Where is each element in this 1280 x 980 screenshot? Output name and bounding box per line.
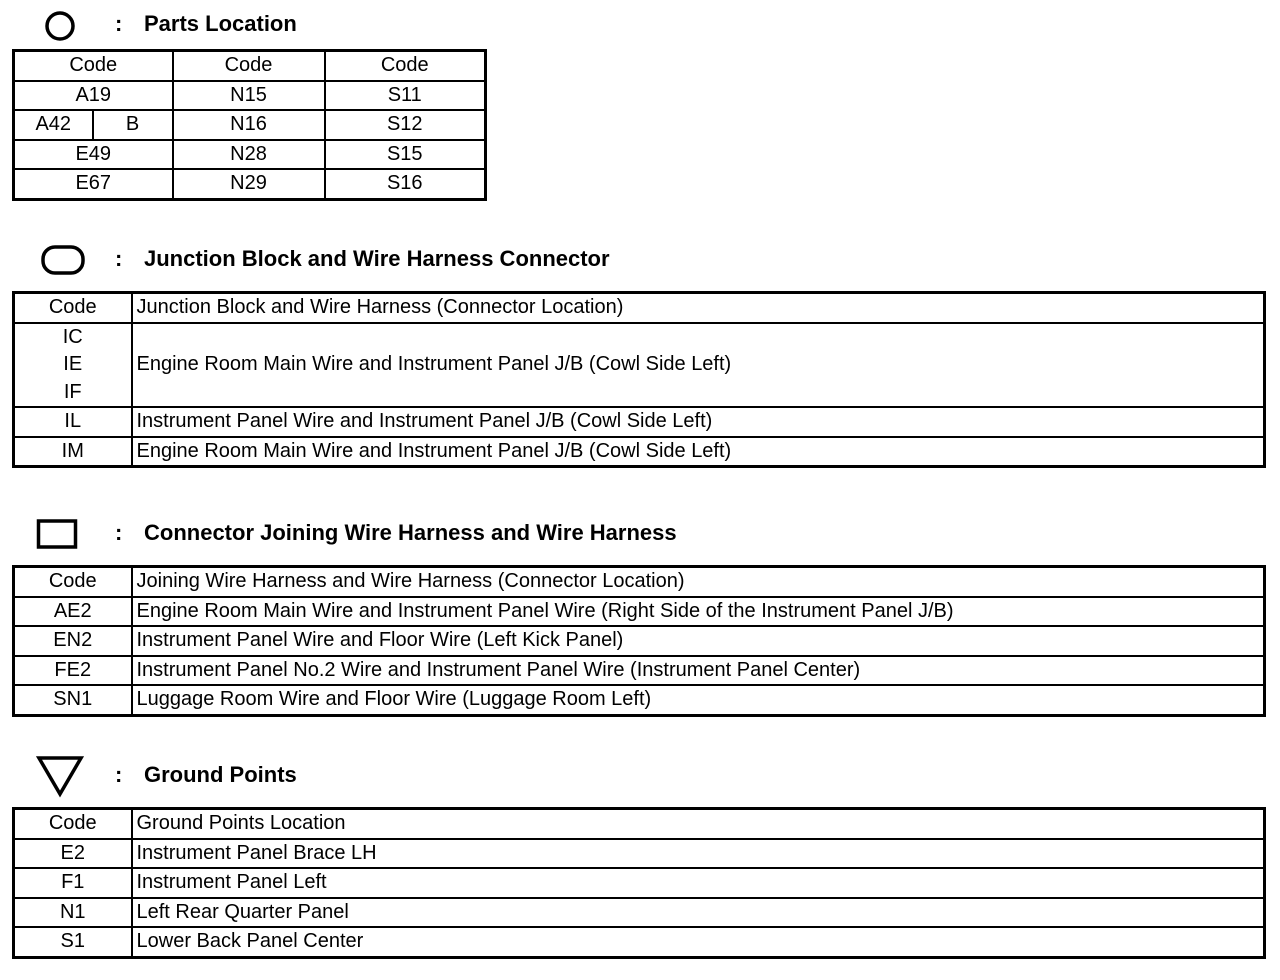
code-cell: E2	[14, 839, 132, 869]
table-header-row	[14, 51, 486, 81]
table-row	[14, 927, 1265, 957]
location-cell: Instrument Panel Wire and Instrument Panel J/B (Cowl Side Left)	[132, 407, 1265, 437]
location-cell: Luggage Room Wire and Floor Wire (Luggage Room Left)	[132, 685, 1265, 715]
location-cell: Instrument Panel Wire and Floor Wire (Left Kick Panel)	[132, 626, 1265, 656]
table-row	[14, 169, 486, 199]
section-title: Junction Block and Wire Harness Connector	[144, 246, 610, 271]
table-row	[14, 868, 1265, 898]
table-header-cell: Code	[14, 567, 132, 597]
code-cell: IF	[14, 379, 132, 408]
table-header-cell: Code	[325, 51, 486, 81]
table-row	[14, 839, 1265, 869]
table-header-cell: Code	[14, 51, 173, 81]
heading-colon: :	[115, 11, 123, 36]
code-cell: A42	[14, 110, 93, 140]
heading-colon: :	[115, 520, 123, 545]
junction-block-table	[12, 291, 1266, 468]
heading-colon: :	[115, 246, 123, 271]
table-row	[14, 110, 486, 140]
section-title: Connector Joining Wire Harness and Wire Harness	[144, 520, 677, 545]
code-cell: N29	[173, 169, 325, 199]
code-cell: IM	[14, 437, 132, 467]
location-cell: Engine Room Main Wire and Instrument Panel J/B (Cowl Side Left)	[132, 323, 1265, 408]
code-cell: E49	[14, 140, 173, 170]
code-cell: E67	[14, 169, 173, 199]
heading-colon: :	[115, 762, 123, 787]
table-header-cell: Junction Block and Wire Harness (Connector Location)	[132, 293, 1265, 323]
table-header-row	[14, 567, 1265, 597]
code-cell: SN1	[14, 685, 132, 715]
code-cell: S16	[325, 169, 486, 199]
location-cell: Instrument Panel Left	[132, 868, 1265, 898]
table-row	[14, 597, 1265, 627]
location-cell: Lower Back Panel Center	[132, 927, 1265, 957]
location-cell: Engine Room Main Wire and Instrument Panel J/B (Cowl Side Left)	[132, 437, 1265, 467]
code-cell: S11	[325, 81, 486, 111]
triangle-down-icon	[36, 754, 84, 798]
code-cell: N1	[14, 898, 132, 928]
code-cell: EN2	[14, 626, 132, 656]
code-cell: N28	[173, 140, 325, 170]
ground-points-heading	[0, 754, 1000, 794]
code-suffix-cell: B	[93, 110, 173, 140]
section-title: Parts Location	[144, 11, 297, 36]
table-row	[14, 656, 1265, 686]
code-cell: FE2	[14, 656, 132, 686]
rectangle-icon	[36, 517, 78, 551]
location-cell: Instrument Panel Brace LH	[132, 839, 1265, 869]
location-cell: Instrument Panel No.2 Wire and Instrument Panel Wire (Instrument Panel Center)	[132, 656, 1265, 686]
code-cell: N15	[173, 81, 325, 111]
code-cell: S12	[325, 110, 486, 140]
location-cell: Engine Room Main Wire and Instrument Panel Wire (Right Side of the Instrument Panel J/B)	[132, 597, 1265, 627]
table-row	[14, 898, 1265, 928]
circle-icon	[42, 8, 78, 44]
junction-block-heading	[0, 241, 1000, 281]
table-row	[14, 626, 1265, 656]
table-row	[14, 81, 486, 111]
code-cell: S1	[14, 927, 132, 957]
code-cell: IC	[14, 323, 132, 352]
table-header-cell: Ground Points Location	[132, 809, 1265, 839]
code-cell: IE	[14, 351, 132, 379]
connector-joining-heading	[0, 515, 1000, 555]
code-cell: A19	[14, 81, 173, 111]
code-cell: F1	[14, 868, 132, 898]
table-row	[14, 407, 1265, 437]
table-header-row	[14, 293, 1265, 323]
table-header-cell: Code	[14, 293, 132, 323]
table-header-cell: Code	[14, 809, 132, 839]
connector-joining-table	[12, 565, 1266, 717]
table-row	[14, 437, 1265, 467]
ground-points-table	[12, 807, 1266, 959]
table-row	[14, 685, 1265, 715]
rounded-rectangle-icon	[40, 243, 86, 277]
table-row	[14, 140, 486, 170]
table-header-row	[14, 809, 1265, 839]
parts-location-heading	[0, 6, 1000, 46]
table-header-cell: Code	[173, 51, 325, 81]
table-header-cell: Joining Wire Harness and Wire Harness (Connector Location)	[132, 567, 1265, 597]
code-cell: S15	[325, 140, 486, 170]
code-cell: N16	[173, 110, 325, 140]
code-cell: AE2	[14, 597, 132, 627]
table-row	[14, 323, 1265, 352]
parts-location-table	[12, 49, 487, 201]
code-cell: IL	[14, 407, 132, 437]
location-cell: Left Rear Quarter Panel	[132, 898, 1265, 928]
section-title: Ground Points	[144, 762, 297, 787]
